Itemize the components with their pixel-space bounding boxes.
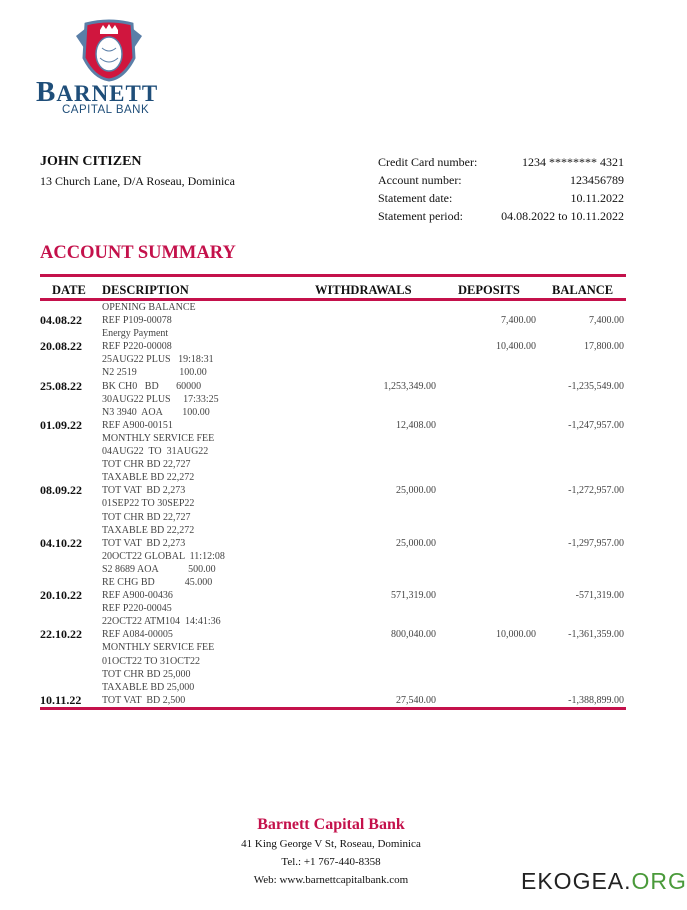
row-withdrawal: 1,253,349.00 xyxy=(383,380,436,392)
table-row xyxy=(40,550,626,602)
info-row: Credit Card number: 1234 ******** 4321 xyxy=(378,155,624,169)
description-line: N2 2519 100.00 xyxy=(102,367,207,379)
row-date: 04.10.22 xyxy=(40,535,82,550)
header-withdrawals: WITHDRAWALS xyxy=(315,283,412,297)
header-balance: BALANCE xyxy=(552,283,614,297)
table-row xyxy=(40,497,626,549)
footer-web: Web: www.barnettcapitalbank.com xyxy=(253,874,409,886)
info-row: Statement period: 04.08.2022 to 10.11.2022 xyxy=(378,209,624,223)
footer-tel: Tel.: +1 767-440-8358 xyxy=(281,856,381,868)
description-line: RE CHG BD 45.000 xyxy=(102,576,213,588)
description-line: 01SEP22 TO 30SEP22 xyxy=(102,498,195,510)
row-withdrawal: 27,540.00 xyxy=(396,694,436,706)
row-balance: -1,235,549.00 xyxy=(568,380,624,392)
watermark: EKOGEA.ORG xyxy=(521,868,687,894)
description-line: REF A900-00436 xyxy=(102,590,173,602)
description-line: BK CH0 BD 60000 xyxy=(102,380,202,392)
bank-wordmark: BARNETT xyxy=(36,76,159,108)
row-date: 08.09.22 xyxy=(40,483,82,498)
info-row: Account number: 123456789 xyxy=(378,173,624,187)
footer-bank-name: Barnett Capital Bank xyxy=(257,816,405,833)
description-line: REF P220-00008 xyxy=(102,341,172,353)
description-line: S2 8689 AOA 500.00 xyxy=(102,563,216,575)
header-deposits: DEPOSITS xyxy=(458,283,520,297)
description-line: REF A900-00151 xyxy=(102,419,173,431)
bank-wordmark-sub: CAPITAL BANK xyxy=(62,104,150,116)
row-date: 10.11.22 xyxy=(40,692,82,707)
description-line: TAXABLE BD 22,272 xyxy=(102,472,195,484)
info-row: Statement date: 10.11.2022 xyxy=(378,191,624,205)
table-row xyxy=(40,327,626,353)
row-balance: 7,400.00 xyxy=(589,315,624,327)
row-withdrawal: 571,319.00 xyxy=(391,590,436,602)
row-balance: -571,319.00 xyxy=(575,590,624,602)
description-line: 30AUG22 PLUS 17:33:25 xyxy=(102,393,219,405)
description-line: TOT VAT BD 2,273 xyxy=(102,485,186,497)
row-withdrawal: 25,000.00 xyxy=(396,485,436,497)
description-line: 22OCT22 ATM104 14:41:36 xyxy=(102,616,221,628)
row-balance: -1,361,359.00 xyxy=(568,629,624,641)
description-line: TAXABLE BD 22,272 xyxy=(102,524,195,536)
row-deposit: 10,000.00 xyxy=(496,629,536,641)
description-line: MONTHLY SERVICE FEE xyxy=(102,642,215,654)
row-date: 01.09.22 xyxy=(40,417,82,432)
table-body xyxy=(40,301,626,707)
description-line: TOT VAT BD 2,500 xyxy=(102,694,186,706)
table-row xyxy=(40,353,626,392)
description-line: 01OCT22 TO 31OCT22 xyxy=(102,655,200,667)
row-balance: 17,800.00 xyxy=(584,341,624,353)
description-line: 25AUG22 PLUS 19:18:31 xyxy=(102,354,214,366)
description-line: TOT CHR BD 25,000 xyxy=(102,668,191,680)
row-date: 25.08.22 xyxy=(40,378,82,393)
header-date: DATE xyxy=(52,283,86,297)
description-line: REF A084-00005 xyxy=(102,629,173,641)
transactions-table xyxy=(40,274,626,710)
customer-address: 13 Church Lane, D/A Roseau, Dominica xyxy=(40,174,235,188)
description-line: REF P220-00045 xyxy=(102,603,172,615)
description-line: Energy Payment xyxy=(102,328,169,340)
row-date: 20.10.22 xyxy=(40,588,82,603)
row-deposit: 10,400.00 xyxy=(496,341,536,353)
table-header xyxy=(40,277,626,301)
description-line: TOT CHR BD 22,727 xyxy=(102,459,191,471)
description-line: N3 3940 AOA 100.00 xyxy=(102,406,210,418)
description-line: 20OCT22 GLOBAL 11:12:08 xyxy=(102,550,225,562)
table-row xyxy=(40,432,626,497)
description-line: OPENING BALANCE xyxy=(102,302,196,313)
section-title: ACCOUNT SUMMARY xyxy=(40,243,236,263)
description-line: 04AUG22 TO 31AUG22 xyxy=(102,446,209,458)
row-withdrawal: 12,408.00 xyxy=(396,419,436,431)
row-balance: -1,272,957.00 xyxy=(568,485,624,497)
row-date: 22.10.22 xyxy=(40,627,82,642)
row-deposit: 7,400.00 xyxy=(501,315,536,327)
row-balance: -1,388,899.00 xyxy=(568,694,624,706)
row-date: 04.08.22 xyxy=(40,313,82,328)
row-balance: -1,247,957.00 xyxy=(568,419,624,431)
row-date: 20.08.22 xyxy=(40,339,82,354)
row-withdrawal: 800,040.00 xyxy=(391,629,436,641)
description-line: TOT CHR BD 22,727 xyxy=(102,511,191,523)
header-description: DESCRIPTION xyxy=(102,283,189,297)
table-row xyxy=(40,641,626,706)
table-row xyxy=(40,301,626,327)
description-line: REF P109-00078 xyxy=(102,315,172,327)
table-row xyxy=(40,393,626,432)
account-info xyxy=(378,155,624,227)
description-line: TAXABLE BD 25,000 xyxy=(102,681,195,693)
row-balance: -1,297,957.00 xyxy=(568,537,624,549)
customer-name: JOHN CITIZEN xyxy=(40,154,142,169)
table-row xyxy=(40,602,626,641)
description-line: TOT VAT BD 2,273 xyxy=(102,537,186,549)
footer-address: 41 King George V St, Roseau, Dominica xyxy=(241,838,421,850)
description-line: MONTHLY SERVICE FEE xyxy=(102,432,215,444)
row-withdrawal: 25,000.00 xyxy=(396,537,436,549)
